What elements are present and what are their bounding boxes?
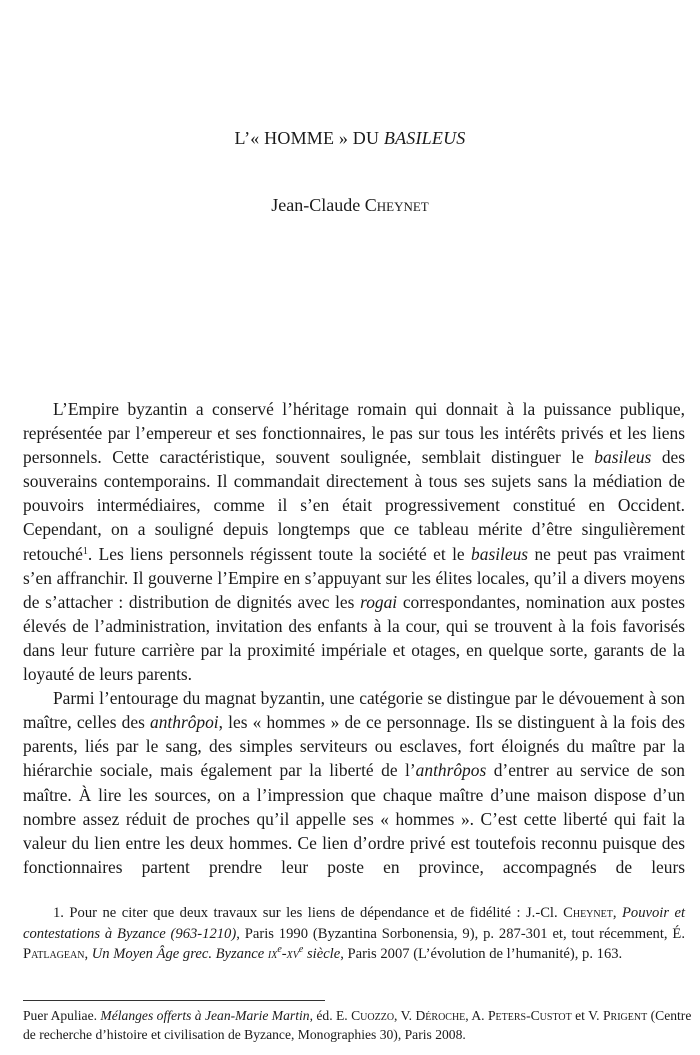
- italic-term: basileus: [594, 447, 652, 468]
- work-title: [92, 946, 340, 962]
- editor-name: Cuozzo: [351, 1008, 395, 1023]
- editor-name: Déroche: [415, 1008, 466, 1023]
- source-note: [23, 1007, 693, 1044]
- text-run: , V.: [394, 1008, 416, 1023]
- body-text: [23, 397, 685, 879]
- text-run: Puer Apuliae.: [23, 1008, 101, 1023]
- footnote-reference[interactable]: 1: [82, 545, 88, 557]
- italic-term: anthrôpoi: [150, 712, 219, 733]
- article-title: [0, 128, 700, 149]
- text-run: (Centre de recherche d’histoire et civilisation de Byzance, Monographies 30), Paris 2008.: [23, 1008, 692, 1042]
- article-title-italic: BASILEUS: [383, 128, 466, 148]
- footnote-divider: [23, 1000, 325, 1001]
- roman-numeral: ix: [267, 946, 278, 962]
- author-first-name: Jean-Claude: [271, 195, 365, 215]
- text-run: Un Moyen Âge grec. Byzance: [91, 946, 268, 962]
- text-run: d’entrer au service de son maître. À lire les sources, on a l’impression que chaque maître d’une maison dispose d’un nombre assez réduit de proches qu’il appelle ses « hommes ». C’est cette liberté qui fait la valeur du lien entre les deux hommes. Ce lien d’ordre privé est toutefois reconnu puisque des fonctionnaires partent prendre leur poste en province, accompagnés de leurs: [23, 760, 685, 877]
- italic-term: anthrôpos: [415, 760, 487, 781]
- article-title-text: L’« HOMME » DU: [234, 128, 384, 148]
- italic-term: basileus: [471, 543, 529, 564]
- text-run: des souverains contemporains. Il commandait directement à tous ses sujets sans la médiation de pouvoirs intermédiaires, comme il s’en était progressivement constitué en Occident. Cependant, on a souligné depuis longtemps que ce tableau mérite d’être singulièrement retouché: [23, 447, 685, 564]
- author-name: Cheynet: [563, 905, 613, 921]
- article-author: [0, 195, 700, 216]
- paragraph-2: [23, 686, 685, 879]
- text-run: Parmi l’entourage du magnat byzantin, une catégorie se distingue par le dévouement à son maître, celles des: [23, 688, 685, 733]
- text-run: ,: [84, 946, 92, 962]
- text-run: , Paris 2007 (L’évolution de l’humanité), p. 163.: [340, 946, 623, 962]
- text-run: L’Empire byzantin a conservé l’héritage romain qui donnait à la puissance publique, représentée par l’empereur et ses fonctionnaires, le pas sur tous les intérêts privés et les liens personnels. Cette caractéristique, souvent soulignée, semblait distinguer le: [23, 399, 685, 468]
- footnote-number: 1.: [53, 905, 64, 921]
- roman-numeral: xv: [286, 946, 299, 962]
- text-run: . Les liens personnels régissent toute la société et le: [87, 543, 472, 564]
- editor-name: Prigent: [602, 1008, 648, 1023]
- text-run: , A.: [465, 1008, 488, 1023]
- text-run: ne peut pas vraiment s’en affranchir. Il gouverne l’Empire en s’appuyant sur les élites locales, qu’il a divers moyens de s’attacher : distribution de dignités avec les: [23, 543, 685, 612]
- work-title: Mélanges offerts à Jean-Marie Martin: [100, 1008, 310, 1023]
- footnote-1: [23, 903, 685, 965]
- text-run: siècle: [303, 946, 341, 962]
- superscript: e: [298, 944, 304, 955]
- author-last-name: Cheynet: [364, 195, 429, 215]
- editor-name: Peters-Custot: [487, 1008, 572, 1023]
- text-run: , éd. E.: [309, 1008, 352, 1023]
- text-run: et V.: [571, 1008, 603, 1023]
- text-run: correspondantes, nomination aux postes élevés de l’administration, invitation des enfants à la cour, qui se trouvent à la fois favorisés dans leur future carrière par la proximité impériale et otages, en quelque sorte, garants de la loyauté de leurs parents.: [23, 591, 685, 685]
- text-run: Pour ne citer que deux travaux sur les liens de dépendance et de fidélité : J.-Cl.: [63, 905, 564, 921]
- text-run: ,: [612, 905, 622, 921]
- paragraph-1: [23, 397, 685, 686]
- text-run: , les « hommes » de ce personnage. Ils se distinguent à la fois des parents, liés par le sang, des simples serviteurs ou esclaves, fort éloignés du maître par la hiérarchie sociale, mais également par la liberté de l’: [23, 712, 685, 781]
- text-run: , Paris 1990 (Byzantina Sorbonensia, 9), p. 287-301 et, tout récemment, É.: [236, 925, 685, 942]
- italic-term: rogai: [360, 591, 398, 612]
- text-run: -: [281, 946, 287, 962]
- work-title: Pouvoir et contestations à Byzance (963-1210): [23, 905, 686, 942]
- superscript: e: [277, 944, 282, 955]
- author-name: Patlagean: [23, 946, 85, 962]
